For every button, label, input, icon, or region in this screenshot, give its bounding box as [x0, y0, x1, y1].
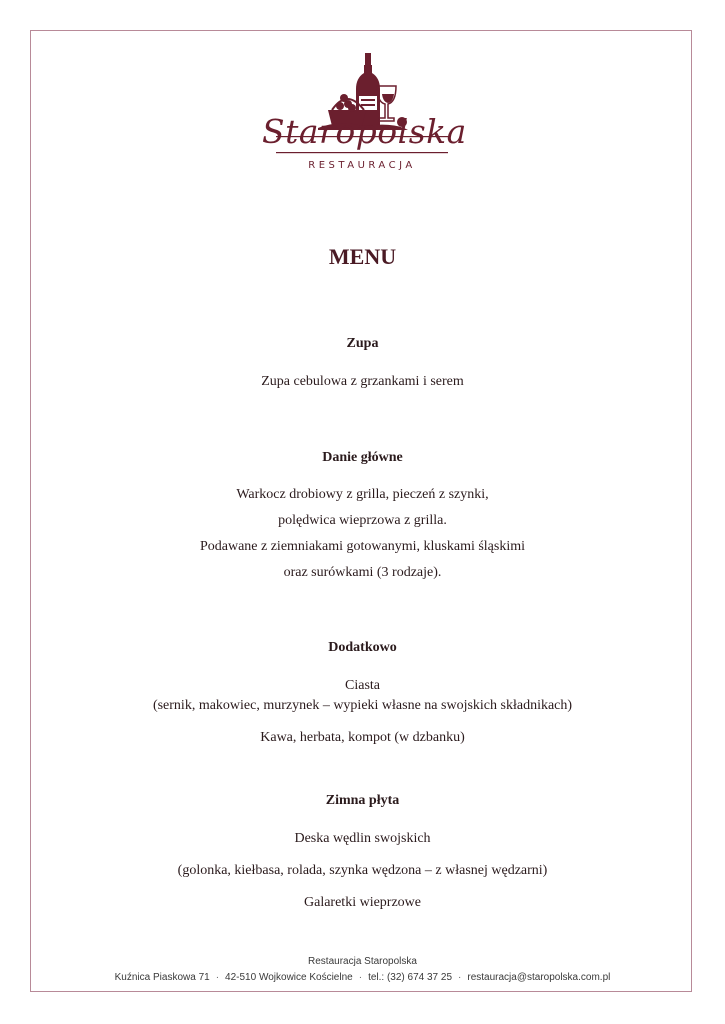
menu-line: Deska wędlin swojskich: [294, 831, 431, 846]
footer-contact-line: Kuźnica Piaskowa 71 · 42-510 Wojkowice Kościelne · tel.: (32) 674 37 25 · restauracja@staropolska.com.pl: [114, 972, 611, 983]
footer-address: Kuźnica Piaskowa 71: [114, 972, 210, 983]
menu-line: oraz surówkami (3 rodzaje).: [283, 565, 442, 580]
footer-phone: tel.: (32) 674 37 25: [368, 972, 453, 983]
menu-line: Kawa, herbata, kompot (w dzbanku): [260, 730, 465, 745]
section-heading-zupa: Zupa: [346, 336, 379, 351]
section-heading-danie-glowne: Danie główne: [322, 450, 403, 465]
menu-title: MENU: [328, 244, 397, 269]
restaurant-logo-subtitle: RESTAURACJA: [308, 160, 416, 171]
section-heading-dodatkowo: Dodatkowo: [328, 640, 397, 655]
restaurant-logo-name: Staropolska: [262, 112, 467, 151]
menu-line: polędwica wieprzowa z grilla.: [278, 513, 447, 528]
footer-email[interactable]: restauracja@staropolska.com.pl: [467, 972, 611, 983]
menu-line: Ciasta: [345, 678, 380, 693]
menu-line: Galaretki wieprzowe: [304, 895, 421, 910]
footer-restaurant-name: Restauracja Staropolska: [308, 956, 417, 967]
menu-line: (sernik, makowiec, murzynek – wypieki własne na swojskich składnikach): [152, 698, 573, 713]
section-heading-zimna-plyta: Zimna płyta: [325, 793, 400, 808]
menu-line: Zupa cebulowa z grzankami i serem: [261, 374, 464, 389]
footer-postal: 42-510 Wojkowice Kościelne: [225, 972, 353, 983]
menu-line: (golonka, kiełbasa, rolada, szynka wędzona – z własnej wędzarni): [177, 863, 548, 878]
menu-line: Podawane z ziemniakami gotowanymi, kluskami śląskimi: [199, 539, 526, 554]
menu-line: Warkocz drobiowy z grilla, pieczeń z szynki,: [236, 487, 489, 502]
